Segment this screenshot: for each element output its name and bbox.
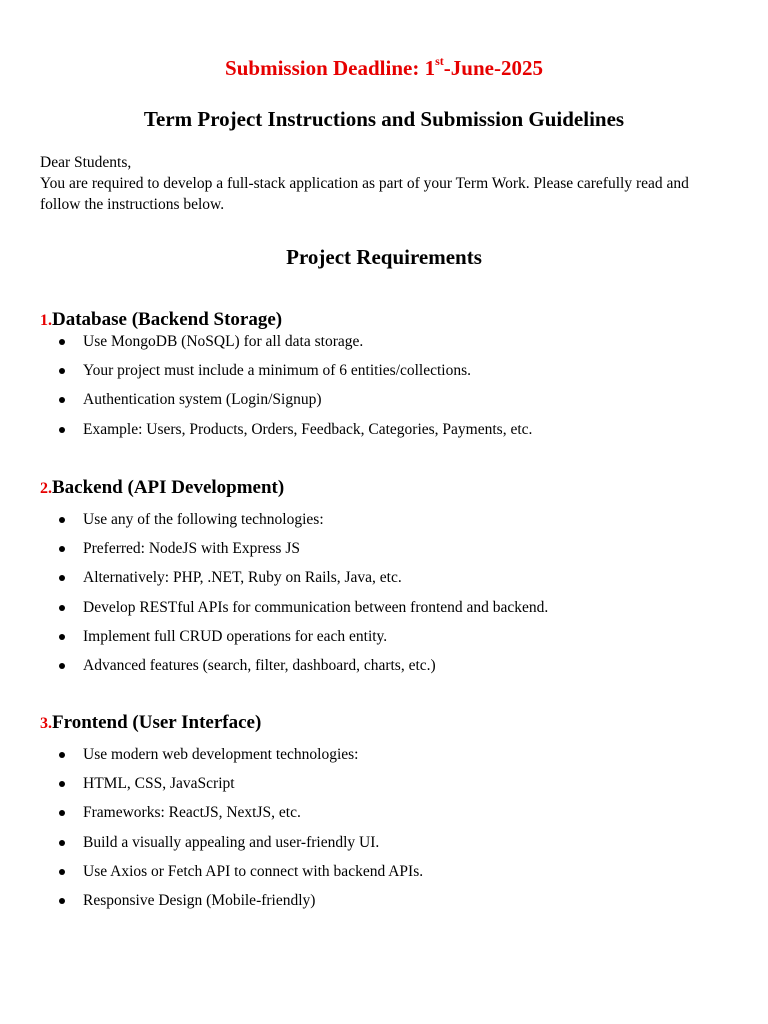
bullet-icon: [59, 634, 65, 640]
intro-text: [40, 152, 730, 215]
list-item: Example: Users, Products, Orders, Feedback, Categories, Payments, etc.: [0, 419, 720, 448]
requirements-heading: Project Requirements: [286, 245, 482, 269]
section-title: Frontend (User Interface): [52, 712, 262, 733]
bullet-icon: [59, 397, 65, 403]
list-item: Your project must include a minimum of 6 entities/collections.: [0, 360, 720, 389]
bullet-icon: [59, 339, 65, 345]
list-item: Frameworks: ReactJS, NextJS, etc.: [0, 802, 720, 831]
backend-list: [0, 509, 720, 684]
bullet-icon: [59, 575, 65, 581]
section-number: 2.: [40, 480, 52, 497]
list-item: Alternatively: PHP, .NET, Ruby on Rails, Java, etc.: [0, 567, 720, 596]
list-item: Authentication system (Login/Signup): [0, 389, 720, 418]
list-item: Use any of the following technologies:: [0, 509, 720, 538]
list-item: Build a visually appealing and user-friendly UI.: [0, 832, 720, 861]
bullet-icon: [59, 368, 65, 374]
list-item: HTML, CSS, JavaScript: [0, 773, 720, 802]
list-item: Use Axios or Fetch API to connect with backend APIs.: [0, 861, 720, 890]
section-title: Database (Backend Storage): [52, 309, 283, 330]
deadline-suffix: -June-2025: [443, 56, 543, 80]
submission-deadline: [0, 54, 768, 82]
list-item: Implement full CRUD operations for each entity.: [0, 626, 720, 655]
bullet-icon: [59, 605, 65, 611]
greeting: Dear Students,: [40, 154, 132, 171]
bullet-icon: [59, 517, 65, 523]
frontend-list: [0, 744, 720, 919]
section-heading-frontend: [40, 711, 261, 736]
bullet-icon: [59, 869, 65, 875]
intro-body: You are required to develop a full-stack application as part of your Term Work. Please carefully read and follow the instructions below.: [40, 175, 689, 213]
bullet-icon: [59, 546, 65, 552]
section-heading-backend: [40, 476, 284, 501]
section-number: 1.: [40, 312, 52, 329]
bullet-icon: [59, 663, 65, 669]
list-item: Responsive Design (Mobile-friendly): [0, 890, 720, 919]
section-heading-database: [40, 308, 282, 333]
bullet-icon: [59, 752, 65, 758]
bullet-icon: [59, 840, 65, 846]
list-item: Use modern web development technologies:: [0, 744, 720, 773]
deadline-prefix: Submission Deadline: 1: [225, 56, 436, 80]
section-number: 3.: [40, 715, 52, 732]
list-item: Preferred: NodeJS with Express JS: [0, 538, 720, 567]
database-list: [0, 331, 720, 448]
list-item: Develop RESTful APIs for communication between frontend and backend.: [0, 597, 720, 626]
list-item: Advanced features (search, filter, dashboard, charts, etc.): [0, 655, 720, 684]
bullet-icon: [59, 810, 65, 816]
document-title: Term Project Instructions and Submission Guidelines: [143, 107, 625, 131]
bullet-icon: [59, 898, 65, 904]
list-item: Use MongoDB (NoSQL) for all data storage.: [0, 331, 720, 360]
section-title: Backend (API Development): [52, 477, 285, 498]
bullet-icon: [59, 781, 65, 787]
bullet-icon: [59, 427, 65, 433]
deadline-superscript: st: [435, 54, 444, 68]
